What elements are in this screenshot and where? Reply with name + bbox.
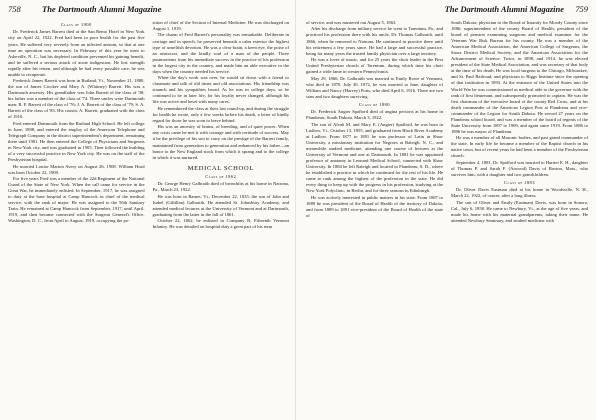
article-paragraph: His was an ancestry of brains, of breeding, and of quiet power. When any crisis came he met it with courage and with certitude of success. May it be the privilege of his son to carry on the prestige of the Barrett family, maintained from generation to generation and enhanced by his father—an honor to the New England stock from which it sprang and to the college in which it was nurtured. [152, 124, 289, 160]
article-paragraph: Dr. Frederick Angier Spafford died of angina pectoris at his home in Flandreau, South Dakota, March 3, 1922. [306, 109, 443, 121]
class-heading: Class of 1883 [504, 180, 535, 185]
column-2 [451, 20, 588, 224]
article-paragraph: September 4, 1881, Dr. Spafford was married to Harriet E. H., daughter of Thomas P. and Sarah F. (Atwood) Davis of Boston, Mass., who survives him, with a daughter and two grandchildren. [451, 159, 588, 177]
right-page [300, 0, 596, 420]
article-paragraph: October 22, 1862, he enlisted in Company B, Fifteenth Vermont Infantry. He was detailed on hospital duty a great part of his term [152, 218, 289, 230]
running-head: The Dartmouth Alumni Magazine [42, 4, 162, 14]
article-paragraph: The son of Alvah M. and Mary E. (Angier) Spafford, he was born in Ludlow, Vt., October 13, 1855, and graduated from Black River Academy at Ludlow. From 1877 to 1881 he was professor of Latin in Shaw University, a missionary institution for Negroes at Raleigh, N. C., and meanwhile studied medicine, attending one course of lectures at the University of Vermont and one at Dartmouth. In 1881 he was appointed professor of anatomy in Leonard Medical School, connected with Shaw University. In 1884 he left Raleigh and located in Flandreau, S. D., where he established a practice in which he continued for the rest of his life. He came to rank among the highest of the profession in the state. He did every thing to keep up with the progress in his profession, studying at the New York Polyclinic, in Berlin, and for three seasons in Edinburgh. [306, 121, 443, 194]
class-heading: Class of 1900 [60, 22, 92, 27]
article-paragraph: He remembered the class at their last round-up, and during the struggle for health he wrote, only a few weeks before his death, a letter of kindly regard for those he was soon to leave behind. [152, 105, 289, 123]
column-1 [8, 20, 145, 230]
article-paragraph: After his discharge from military service he went to Tarentum, Pa., and practiced his profession there with his uncle, Dr. Thomas Galbraith, until 1866, when he removed to Natrona. He continued in practice there until his retirement a few years since. He had a large and successful practice, being for many years the trusted family physician over a large territory. [306, 26, 443, 56]
text-columns [8, 20, 289, 230]
article-paragraph: The charm of Fred Barrett's personality was remarkable. Deliberate in carriage and in speech, he preserved beneath a calm exterior the highest type of unselfish devotion. He was a clear brain, a keen eye, the poise of an aristocrat, and the kindly soul of a man of the people. Three postmortems from his immediate success in the practice of his profession in the largest city in the country, and made him an able executive in the days when the country needed his service. [152, 32, 289, 74]
article-paragraph: The son of Oliver and Emily (Eastman) Davis, was born in Sonora, Cal., July 6, 1858. He came to Newbury, Vt., at the age of five years, and made his home with his maternal grandparents, taking their name. He attended Newbury Seminary, and studied medicine with [451, 199, 588, 224]
page-header [8, 4, 289, 18]
class-heading: Class of 1862 [205, 173, 237, 179]
page-header [306, 4, 588, 18]
article-paragraph: of service, and was mustered out August 5, 1863. [306, 20, 397, 25]
article-paragraph: Dr. George Henry Galbraith died of bronchitis at his home in Natrona, Pa., March 23, 1922. [152, 181, 289, 193]
article-paragraph: He was a lover of music, and for 25 years the choir leader in the First United Presbyterian church of Tarentum, during which time his choir gained a wide fame in western Pennsylvania. [306, 57, 443, 75]
article-paragraph: South Dakota; physician to the Board of Insanity for Moody County since 1886; superintendent of the county Board of Health; president of the board of pension examining surgeons and medical examiner for the Veterans War Risk Bureau for his county. He was a member of the American Medical Association, the American College of Surgeons, the Sioux District Medical Society, and the American Association for the Advancement of Science. Twice, in 1898, and 1914, he was elected president of the State Medical Association, and was secretary of that body at the time of his death. He was local surgeon to the Chicago, Milwaukee, and St. Paul Railroad, and physician to Riggs Institute since the opening of that institution in 1893. At the entrance of the United States into the World War he was commissioned as medical aide to the governor with the rank of first lieutenant, and subsequently promoted to captain. He was the first chairman of the executive board of the county Red Cross, and at his death commander of the American Legion Post at Flandreau and vice-commander of the Legion for South Dakota. He served 27 years on the Flandreau school board, and was a member of the board of regents of the State University from 1897 to 1909, and again since 1919. From 1886 to 1896 he was mayor of Flandreau. [451, 20, 588, 134]
article-paragraph: Dr. Oliver Davis Eastman died at his home in Woodsville, N. H., March 22, 1922, of cancer, after a long illness. [451, 187, 588, 199]
article-paragraph: Fred entered Dartmouth from the Rutland High School. He left college in June, 1898, and entered the employ of the American Telephone and Telegraph Company in the district superintendent's department, remaining there until 1901. He then entered the College of Physicians and Surgeons in New York city, and was graduated in 1905. Then followed the building of a very successful practice in New York city. He was on the staff of the Presbyterian hospital. [8, 120, 145, 163]
left-page [0, 0, 296, 420]
article-paragraph: Dr. Frederick James Barrett died at the San Remo Hotel in New York city on April 22, 1922. Fred had been in poor health for the past five years. He suffered very severely from an infected antrum, so that at one time an operation was necessary. In February of this year he went to Asheville, N. C., but his depleted condition prevented his gaining benefit, and he suffered a serious attack of acute indigestion. He lost strength rapidly after his return, and although he had every possible care, he was unable to recuperate. [8, 29, 145, 77]
article-paragraph: For five years Fred was a member of the 22d Regiment of the National Guard of the State of New York. When the call came for service in the Great War, he immediately enlisted. In September, 1917, he was assigned to duty at the base hospital at Camp Hancock as chief of the medical service, with the rank of major. He was assigned to the 56th Sanitary Train. He remained at Camp Hancock from September, 1917, until April, 1919, and then became connected with the Surgeon General's Office, Washington, D. C., from April to August, 1919, occupying the po- [8, 176, 145, 224]
column-1 [306, 20, 443, 224]
article-paragraph: He was a member of all Masonic bodies, and past grand commander of the state. In early life he became a member of the Baptist church in his native town, but of recent years he had been a member of the Presbyterian church. [451, 135, 588, 159]
page-number: 759 [575, 4, 588, 14]
section-heading: MEDICAL SCHOOL [187, 164, 254, 172]
article-paragraph: Frederick James Barrett was born in Rutland, Vt., November 21, 1880, the son of James Crocker and Mary A. (Whitney) Barrett. His was a Dartmouth ancestry. His grandfather was John Barrett of the class of '38; his father was a member of the class of '74. Three uncles were Dartmouth men: R. F. Barrett of the class of '76; J. A. Barrett of the class of '79; S. A. Barrett of the class of '83. His cousin, A. Barrett, graduated with the class of 1910. [8, 78, 145, 120]
article-paragraph: He married Louise Marion Avery on August 26, 1908. William Hurd was born October 22, 1909. [8, 163, 145, 175]
article-paragraph: May 29, 1866, Dr. Galbraith was married to Emily Rowe of Vermont, who died in 1870. July 30, 1872, he was married to Jane, daughter of William and Nancy (Harvey) Potts, who died April 6, 1916. There are two sons and two daughters surviving. [306, 75, 443, 99]
column-2 [153, 20, 290, 230]
article-paragraph: He was actively interested in public matters in his state. From 1887 to 1889 he was president of the Board of Health of the territory of Dakota, and from 1889 to 1891 vice-president of the Board of Health of the state of [306, 194, 443, 218]
running-head: The Dartmouth Alumni Magazine [444, 4, 564, 14]
article-paragraph: He was born in Barnet, Vt., December 22, 1835, the son of John and Isabel (Gilfillan) Galbraith. He attended St. Johnsbury Academy, and attended medical lectures at the University of Vermont and at Dartmouth, graduating from the latter in the fall of 1861. [152, 193, 289, 217]
article-paragraph: When the day's work was over, he would sit down with a friend or classmate and talk of old times and old associations. His friendship was staunch and his sympathies broad. As he was in college days, so he continued to be in later life, for his loyalty never changed, although his life was active and beset with many cares. [152, 75, 289, 105]
article-paragraph: sition of chief of the Section of Internal Medicine. He was discharged on August 1, 1919. [152, 20, 289, 32]
text-columns [306, 20, 588, 224]
class-heading: Class of 1880 [359, 101, 390, 107]
page-number: 758 [8, 4, 21, 14]
